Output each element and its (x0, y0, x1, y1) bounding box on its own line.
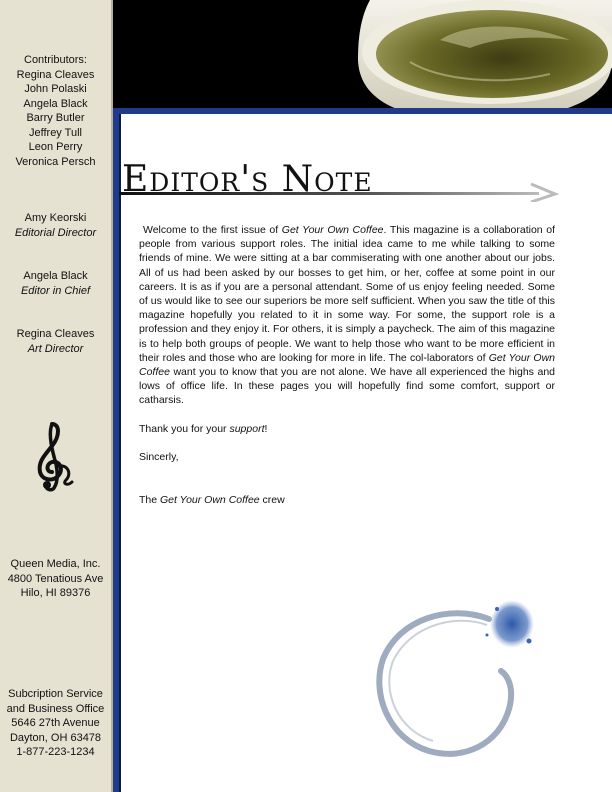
staff-role: Art Director (27, 342, 84, 355)
coffee-cup-image-icon (350, 0, 612, 120)
signature-line (139, 493, 555, 507)
staff-art-director (0, 327, 111, 356)
signature-text: The (139, 494, 161, 507)
staff-editor-in-chief (0, 269, 111, 298)
thanks-text: ! (264, 422, 268, 435)
article-page (119, 114, 612, 792)
company-street: 4800 Tenatious Ave (7, 572, 104, 585)
signature-text: crew (259, 494, 285, 507)
magazine-name: Get Your Own Coffee (160, 494, 260, 507)
treble-clef-logo-icon (30, 420, 78, 492)
title-area (119, 160, 569, 205)
contributor-name: Jeffrey Tull (29, 126, 82, 139)
contributor-name: Regina Cleaves (16, 68, 95, 81)
subscription-phone: 1-877-223-1234 (16, 746, 95, 758)
contributor-name: Barry Butler (26, 112, 85, 124)
staff-name: Regina Cleaves (16, 328, 95, 340)
letter-body (139, 223, 555, 507)
main-panel (113, 108, 612, 792)
company-city: Hilo, HI 89376 (20, 587, 91, 599)
subscription-line: and Business Office (6, 702, 105, 715)
subscription-street: 5646 27th Avenue (11, 717, 100, 729)
intro-paragraph (139, 223, 555, 408)
magazine-name: Get Your Own Coffee (281, 224, 384, 236)
coffee-ring-stain-icon (369, 579, 549, 769)
contributor-name: Leon Perry (28, 141, 83, 153)
subscription-office (0, 687, 111, 760)
thanks-text: Thank you for your (139, 422, 230, 435)
company-address (0, 557, 111, 601)
staff-name: Angela Black (23, 270, 88, 282)
contributors-list (0, 53, 111, 169)
staff-name: Amy Keorski (24, 212, 87, 224)
staff-editorial-director (0, 211, 111, 240)
company-name: Queen Media, Inc. (10, 558, 101, 570)
staff-role: Editor in Chief (20, 284, 91, 297)
magazine-name: Get Your Own Coffee (139, 351, 555, 379)
intro-text: want you to know that you are not alone. We have all experienced the highs and lows of office life. In these pages you will hopefully find some comfort, support or catharsis. (139, 366, 555, 407)
contributor-name: John Polaski (24, 83, 87, 95)
sidebar (0, 0, 113, 792)
contributors-heading: Contributors: (24, 54, 87, 66)
intro-text: Welcome to the first issue of (143, 224, 282, 236)
contributor-name: Veronica Persch (15, 155, 96, 168)
contributor-name: Angela Black (23, 97, 88, 110)
subscription-city: Dayton, OH 63478 (9, 731, 102, 744)
intro-text: . This magazine is a collaboration of people from various support roles. The initial idea came to me while talking to some friends of mine. We were sitting at a bar commiserating with one another about our jobs. All of us had been asked by our bosses to get him, or her, coffee at some point in our careers. It is as if you are a personal attendant. Some of us enjoy feeling needed. Some of us would like to see our superiors be more self sufficient. When you saw the title of this magazine hopefully you related to it in some way. For some, the support role is a profession and they enjoy it. For others, it is simply a paycheck. The aim of this magazine is to help both groups of people. We want to help those who want to be more efficient in their roles and those who are looking for more in life. The col-laborators of (139, 224, 555, 364)
thanks-line (139, 422, 555, 436)
subscription-line: Subcription Service (8, 688, 103, 700)
thanks-emphasis: support (229, 422, 265, 435)
closing-line: Sincerly, (139, 450, 179, 463)
page-title: Editor's Note (122, 159, 373, 200)
staff-role: Editorial Director (14, 226, 97, 239)
